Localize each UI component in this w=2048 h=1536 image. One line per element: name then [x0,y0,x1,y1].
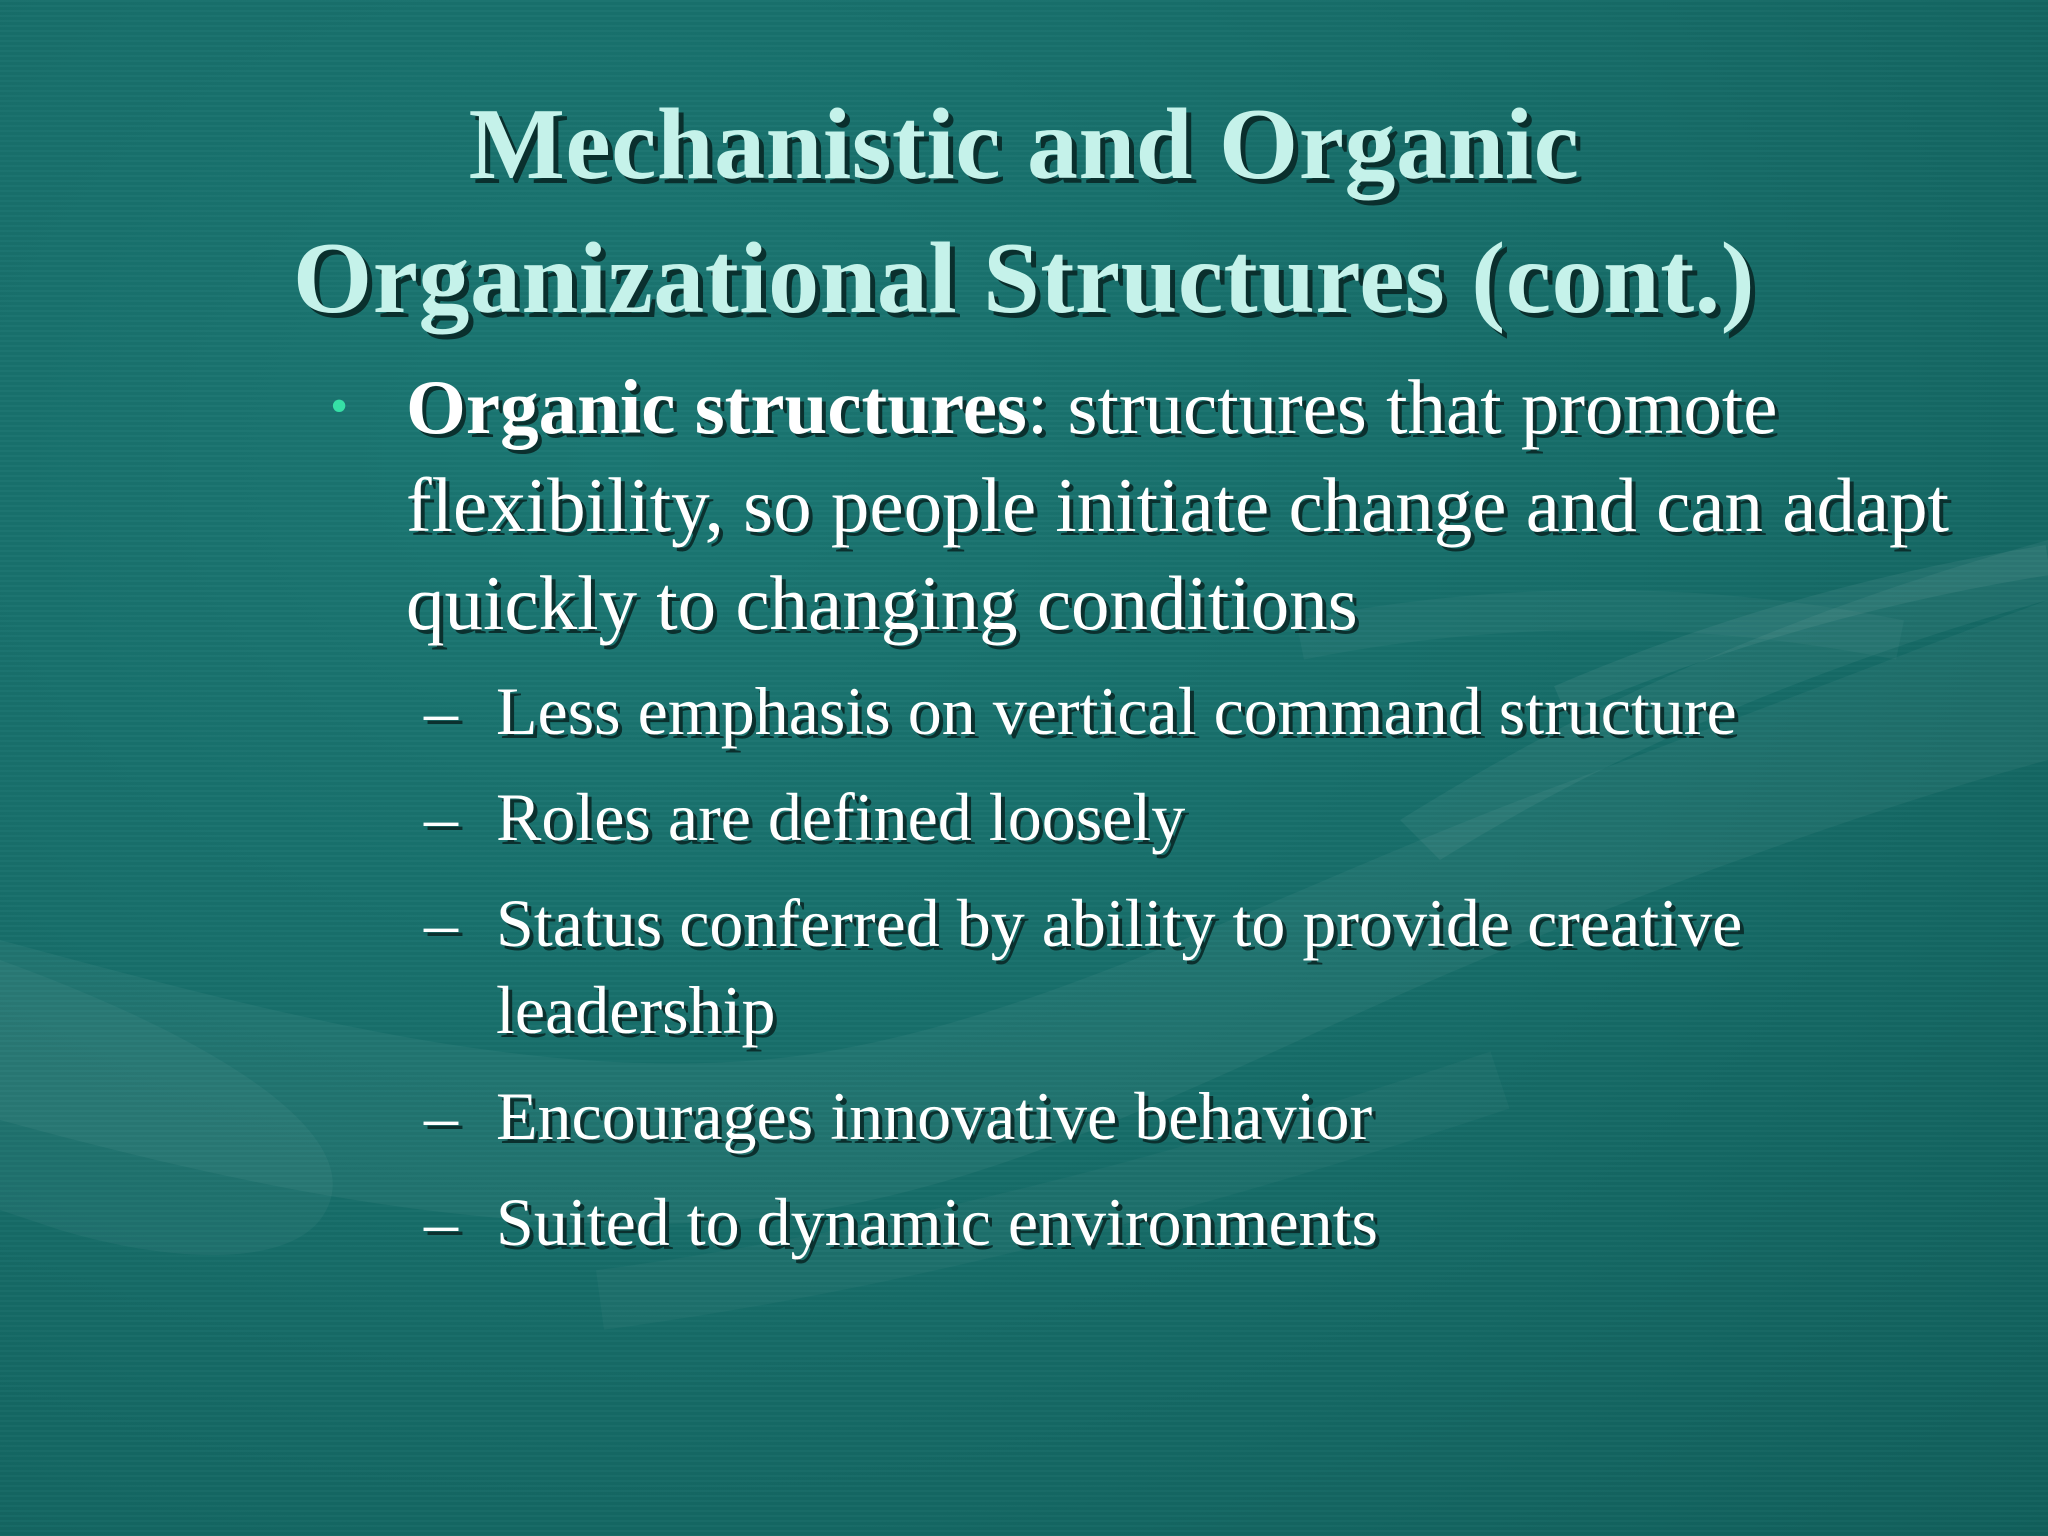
slide-body [330,358,2010,1285]
dash-icon: – [424,885,458,961]
sub-bullet-item [330,668,2010,755]
sub-bullet-text: Less emphasis on vertical command structure [496,673,1737,749]
sub-bullet-item [330,880,2010,1054]
sub-bullet-item [330,774,2010,861]
dash-icon: – [424,1184,458,1260]
sub-bullet-list [330,668,2010,1266]
slide-title [124,78,1924,346]
sub-bullet-text: Status conferred by ability to provide creative leadership [496,885,1743,1048]
dash-icon: – [424,779,458,855]
bullet-definition: : structures that promote flexibility, so people initiate change and can adapt quickly to changing conditions [406,364,1950,646]
bullet-term: Organic structures [406,364,1027,450]
slide-title-line-2: Organizational Structures (cont.) [292,222,1756,335]
sub-bullet-text: Roles are defined loosely [496,779,1186,855]
bullet-dot-icon: • [330,378,349,435]
sub-bullet-text: Encourages innovative behavior [496,1078,1373,1154]
dash-icon: – [424,673,458,749]
slide-title-line-1: Mechanistic and Organic [468,88,1580,201]
dash-icon: – [424,1078,458,1154]
sub-bullet-item [330,1179,2010,1266]
sub-bullet-item [330,1073,2010,1160]
main-bullet [330,358,2010,652]
sub-bullet-text: Suited to dynamic environments [496,1184,1378,1260]
